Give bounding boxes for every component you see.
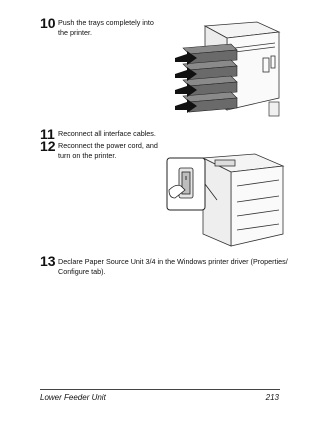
step-13-line-2: Configure tab). [58,266,106,276]
step-12-line-2: turn on the printer. [58,150,117,160]
footer-section-title: Lower Feeder Unit [40,393,106,402]
step-text-12 [58,141,158,160]
step-text-11 [58,129,156,139]
printer-trays-illustration [175,18,285,123]
page-number: 213 [265,393,279,402]
step-13-line-1: Declare Paper Source Unit 3/4 in the Windows printer driver (Properties/ [58,257,288,266]
step-number-12: 12 [40,138,56,154]
step-number-11: 11 [40,126,55,142]
power-switch-illustration [165,150,287,250]
step-number-13: 13 [40,253,56,269]
step-12-line-1: Reconnect the power cord, and [58,141,158,150]
step-number-10: 10 [40,15,56,31]
step-11-line-1: Reconnect all interface cables. [58,129,156,138]
footer-divider [40,389,280,390]
step-10-line-2: the printer. [58,27,92,37]
step-10-line-1: Push the trays completely into [58,18,154,27]
step-text-13 [58,257,288,276]
step-text-10 [58,18,154,37]
